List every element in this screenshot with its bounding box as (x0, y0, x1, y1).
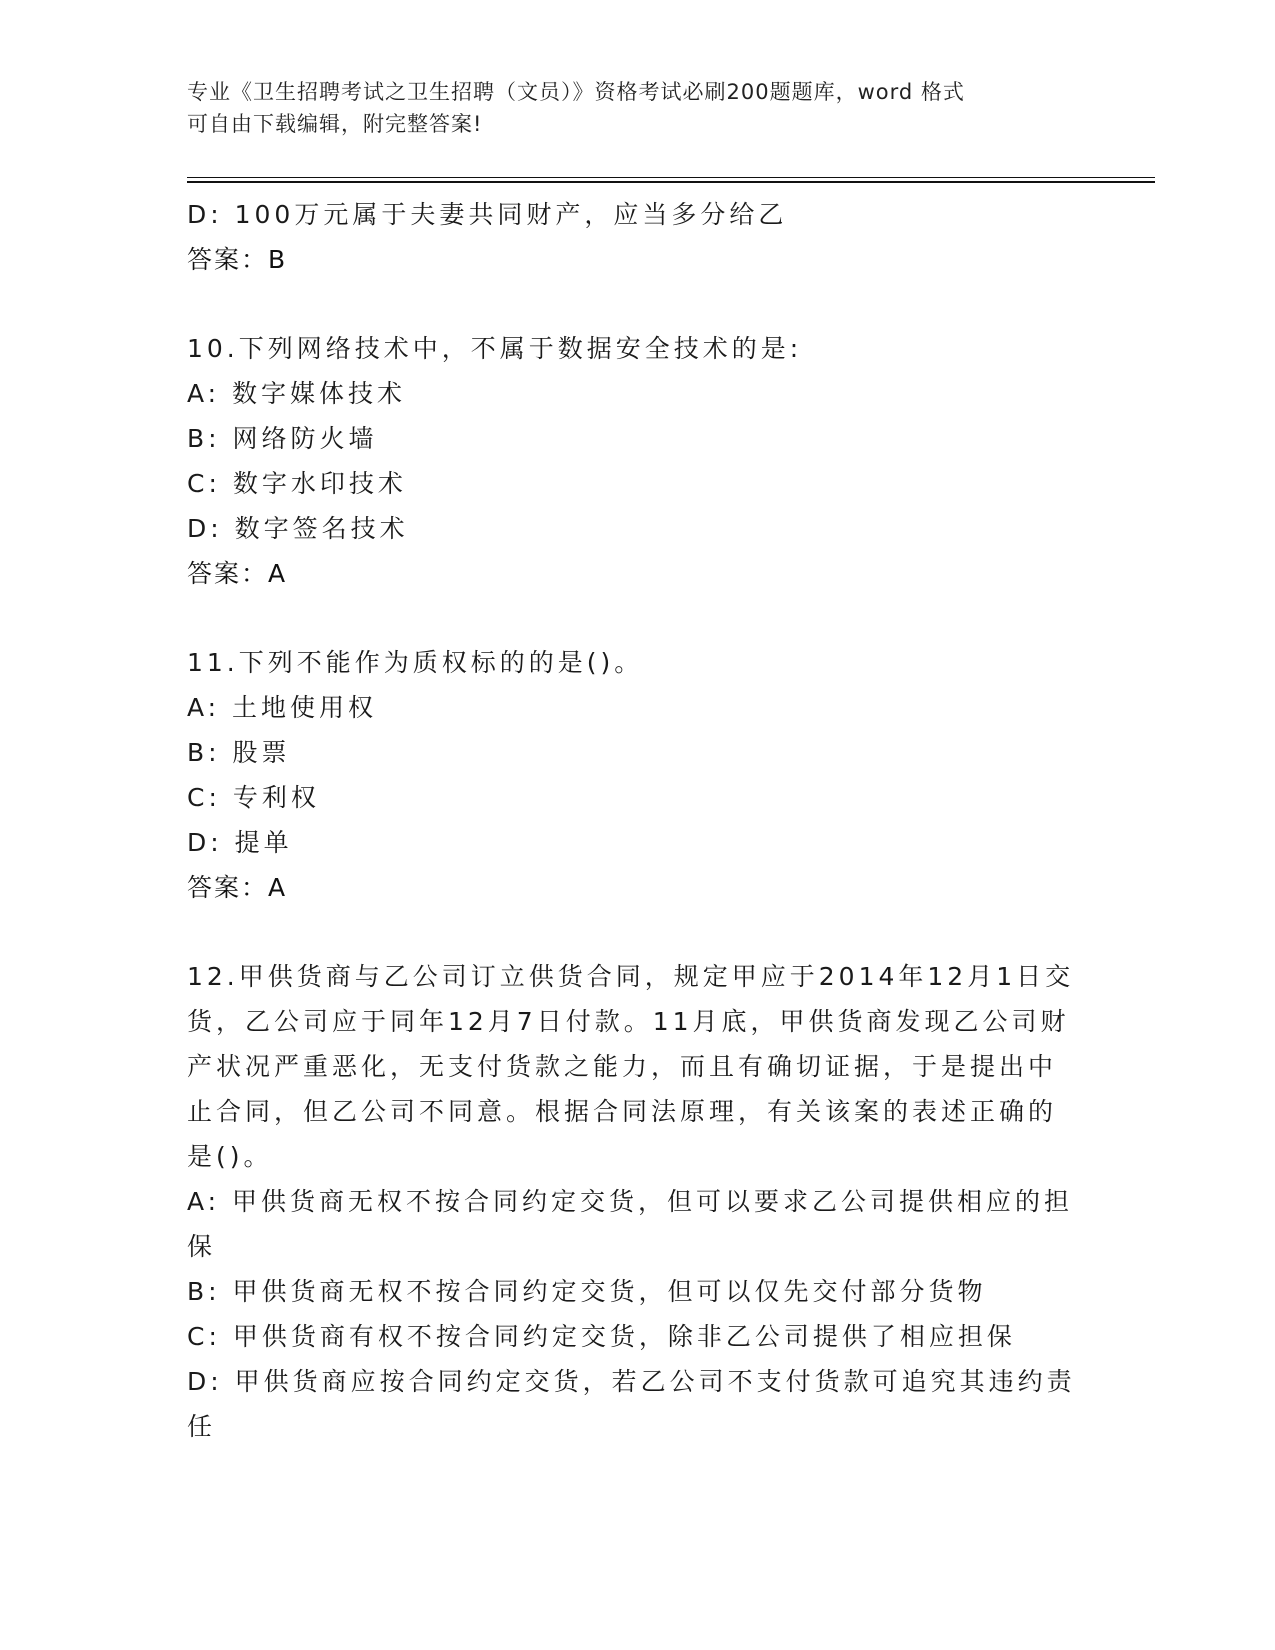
question-stem: 10.下列网络技术中，不属于数据安全技术的是: (187, 334, 803, 363)
question-block-12 (187, 954, 1087, 1449)
header-divider-thin (187, 177, 1155, 178)
option-c: C: 数字水印技术 (187, 469, 407, 498)
option-c: C: 专利权 (187, 783, 320, 812)
option-c: C: 甲供货商有权不按合同约定交货，除非乙公司提供了相应担保 (187, 1322, 1016, 1351)
option-a-continued: 保 (187, 1232, 217, 1261)
question-block-11 (187, 640, 1087, 910)
option-d-fragment: D: 100万元属于夫妻共同财产，应当多分给乙 (187, 200, 788, 229)
question-stem-line: 12.甲供货商与乙公司订立供货合同，规定甲应于2014年12月1日交 (187, 962, 1075, 991)
option-d: D: 甲供货商应按合同约定交货，若乙公司不支付货款可追究其违约责 (187, 1367, 1076, 1396)
answer-label: 答案：A (187, 873, 288, 902)
question-stem-line: 货，乙公司应于同年12月7日付款。11月底，甲供货商发现乙公司财 (187, 1007, 1070, 1036)
header-divider-thick (187, 181, 1155, 183)
option-b: B: 甲供货商无权不按合同约定交货，但可以仅先交付部分货物 (187, 1277, 987, 1306)
spacer (187, 910, 1087, 954)
header-title-line-2: 可自由下载编辑，附完整答案! (187, 112, 483, 136)
option-b: B: 股票 (187, 738, 291, 767)
header-title-line-1: 专业《卫生招聘考试之卫生招聘（文员）》资格考试必刷200题题库，word 格式 (187, 80, 965, 104)
option-a: A: 甲供货商无权不按合同约定交货，但可以要求乙公司提供相应的担 (187, 1187, 1074, 1216)
option-d: D: 数字签名技术 (187, 514, 409, 543)
document-header (187, 76, 1067, 140)
question-stem-line: 产状况严重恶化，无支付货款之能力，而且有确切证据，于是提出中 (187, 1052, 1058, 1081)
option-d-continued: 任 (187, 1412, 217, 1441)
spacer (187, 282, 1087, 326)
question-stem-line: 止合同，但乙公司不同意。根据合同法原理，有关该案的表述正确的 (187, 1097, 1058, 1126)
answer-label: 答案：A (187, 559, 288, 588)
question-stem-line: 是()。 (187, 1142, 273, 1171)
option-a: A: 数字媒体技术 (187, 379, 407, 408)
answer-label: 答案：B (187, 245, 288, 274)
option-a: A: 土地使用权 (187, 693, 378, 722)
question-stem: 11.下列不能作为质权标的的是()。 (187, 648, 644, 677)
option-d: D: 提单 (187, 828, 293, 857)
spacer (187, 596, 1087, 640)
option-b: B: 网络防火墙 (187, 424, 378, 453)
document-body (187, 192, 1087, 1449)
question-block-10 (187, 326, 1087, 596)
